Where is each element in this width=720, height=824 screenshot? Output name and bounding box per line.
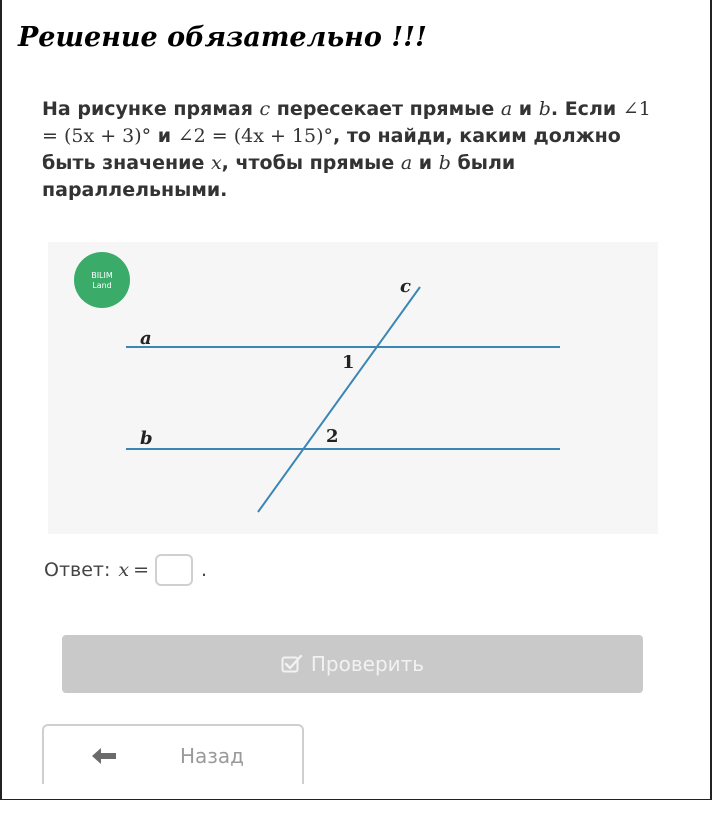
answer-suffix: . <box>201 559 208 581</box>
problem-part: , чтобы прямые <box>221 152 401 174</box>
problem-part: На рисунке прямая <box>42 98 260 120</box>
answer-variable: x <box>118 559 130 581</box>
problem-part: и <box>412 152 439 174</box>
check-square-icon <box>281 654 303 674</box>
answer-input[interactable] <box>155 554 193 586</box>
geometry-figure <box>48 242 658 534</box>
problem-part: и <box>512 98 539 120</box>
logo-text: BILIM <box>91 271 113 280</box>
logo-text: Land <box>92 281 112 290</box>
geometry-diagram <box>48 242 658 534</box>
problem-part: и <box>151 125 178 147</box>
angle-1-label: 1 <box>342 352 355 373</box>
answer-prefix: Ответ: <box>44 559 111 581</box>
answer-equals: = <box>133 559 150 581</box>
back-button[interactable] <box>42 724 304 784</box>
line-c-symbol: c <box>259 98 271 120</box>
check-button-label: Проверить <box>310 652 425 676</box>
answer-row <box>44 554 207 586</box>
arrow-left-icon <box>90 746 118 766</box>
problem-part: , то найди, каким должно быть значение <box>42 125 621 174</box>
line-a-symbol: a <box>400 152 413 174</box>
variable-x-symbol: x <box>210 152 222 174</box>
angle-2-expression: ∠2 = (4x + 15)° <box>177 125 334 147</box>
line-b-symbol: b <box>538 98 551 120</box>
label-c: c <box>400 276 411 297</box>
check-button[interactable] <box>62 635 643 693</box>
problem-part: пересекает прямые <box>270 98 501 120</box>
page-heading: Решение обязательно !!! <box>18 22 427 53</box>
label-b: b <box>140 428 153 449</box>
line-b-symbol: b <box>438 152 451 174</box>
line-c <box>258 287 420 512</box>
line-a-symbol: a <box>500 98 513 120</box>
problem-part: . Если <box>550 98 623 120</box>
angle-2-label: 2 <box>326 426 339 447</box>
label-a: a <box>140 328 152 349</box>
problem-text <box>42 96 662 204</box>
problem-part: были параллельными. <box>42 152 516 201</box>
back-button-label: Назад <box>180 744 245 768</box>
page-bottom-margin <box>0 800 720 824</box>
angle-1-expression: ∠1 = (5x + 3)° <box>42 98 651 147</box>
bilim-land-logo <box>74 252 130 308</box>
